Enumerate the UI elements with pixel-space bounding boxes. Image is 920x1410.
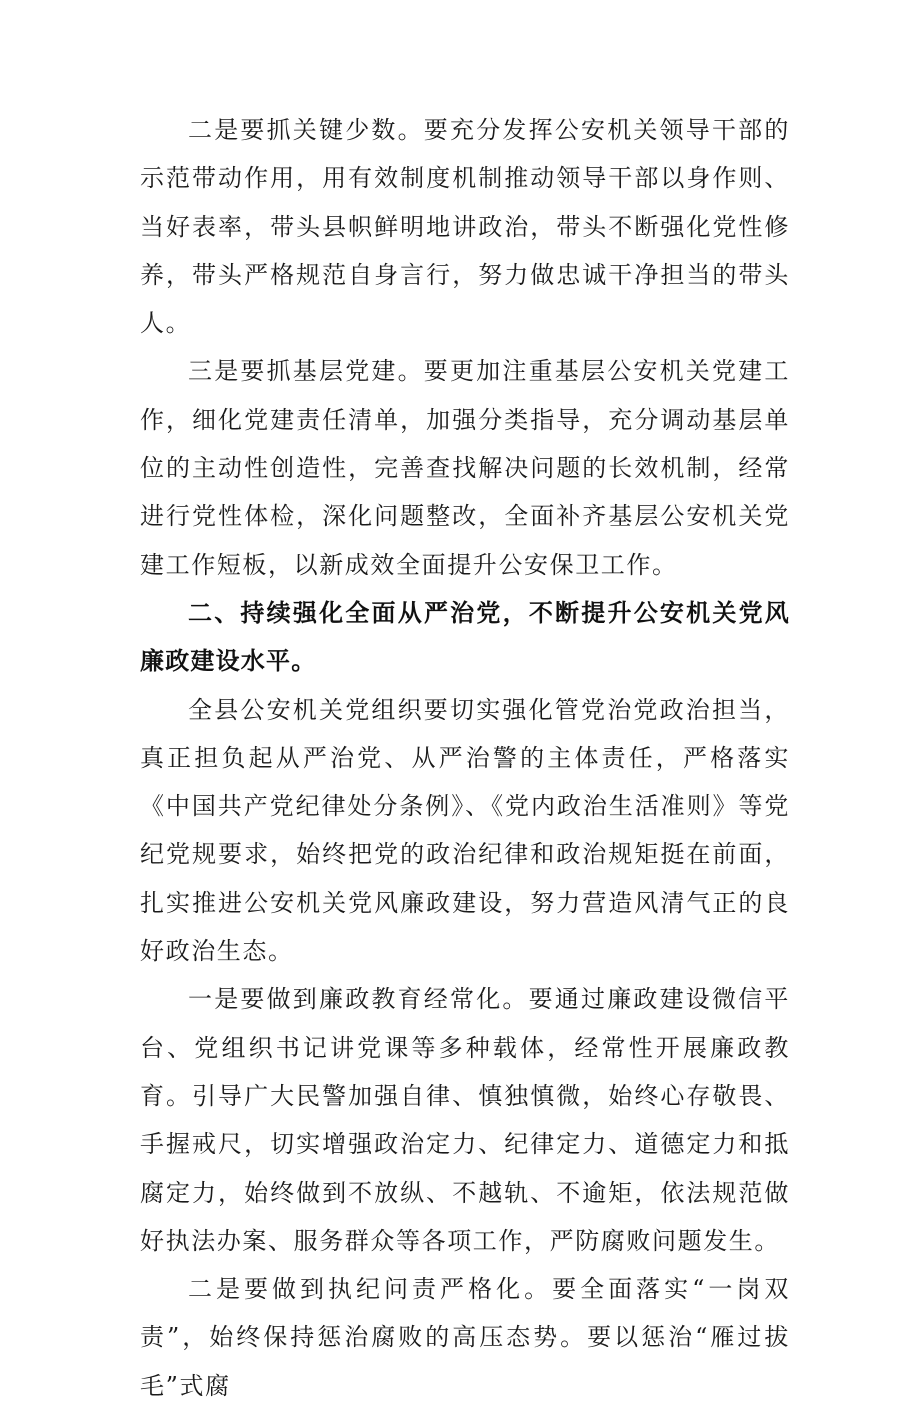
paragraph-grassroots-party-building: 三是要抓基层党建。要更加注重基层公安机关党建工作，细化党建责任清单，加强分类指导，充分调动基层单位的主动性创造性，完善查找解决问题的长效机制，经常进行党性体检，深化问题整改，全面补齐基层公安机关党建工作短板，以新成效全面提升公安保卫工作。	[140, 357, 790, 579]
section-heading: 二、持续强化全面从严治党，不断提升公安机关党风廉政建设水平。	[140, 598, 790, 676]
paragraph-party-organizations: 全县公安机关党组织要切实强化管党治党政治担当，真正担负起从严治党、从严治警的主体责任，严格落实《中国共产党纪律处分条例》、《党内政治生活准则》等党纪党规要求，始终把党的政治纪律和政治规矩挺在前面，扎实推进公安机关党风廉政建设，努力营造风清气正的良好政治生态。	[140, 695, 790, 966]
paragraph-key-minority: 二是要抓关键少数。要充分发挥公安机关领导干部的示范带动作用，用有效制度机制推动领导干部以身作则、当好表率，带头县帜鲜明地讲政治，带头不断强化党性修养，带头严格规范自身言行，努力做忠诚干净担当的带头人。	[140, 116, 790, 338]
paragraph-integrity-education: 一是要做到廉政教育经常化。要通过廉政建设微信平台、党组织书记讲党课等多种载体，经常性开展廉政教育。引导广大民警加强自律、慎独慎微，始终心存敬畏、手握戒尺，切实增强政治定力、纪律定力、道德定力和抵腐定力，始终做到不放纵、不越轨、不逾矩，依法规范做好执法办案、服务群众等各项工作，严防腐败问题发生。	[140, 985, 790, 1255]
paragraph-discipline-accountability: 二是要做到执纪问责严格化。要全面落实“一岗双责”，始终保持惩治腐败的高压态势。要以惩治“雁过拔毛”式腐	[140, 1275, 790, 1400]
